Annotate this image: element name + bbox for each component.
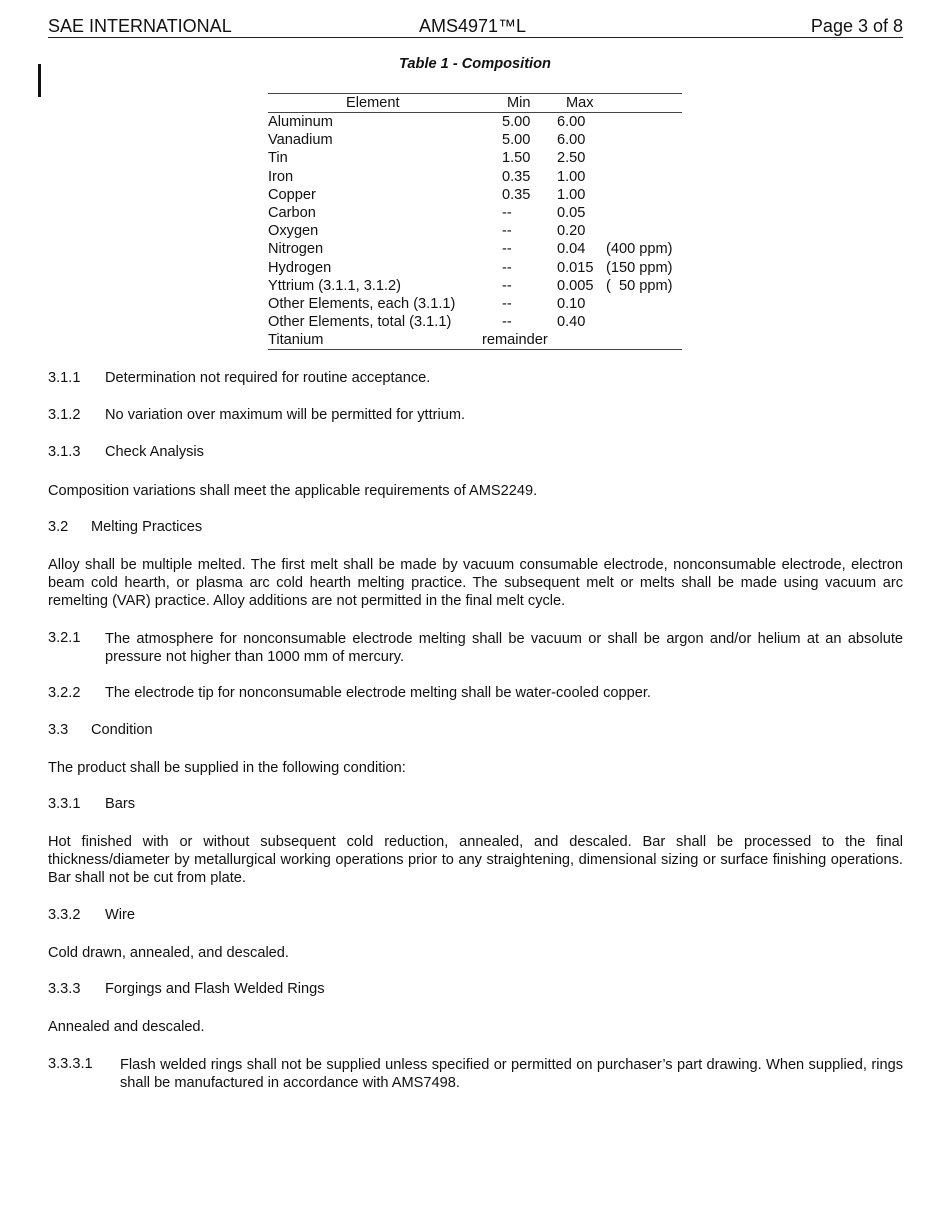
cell-min: -- bbox=[502, 223, 512, 240]
column-header-min: Min bbox=[507, 95, 531, 111]
section-text: Determination not required for routine acceptance. bbox=[105, 370, 431, 386]
section-title: Forgings and Flash Welded Rings bbox=[105, 981, 325, 997]
cell-max: 0.40 bbox=[557, 314, 586, 331]
column-header-element: Element bbox=[346, 95, 400, 111]
section-number: 3.3.1 bbox=[48, 796, 81, 812]
cell-max: 0.05 bbox=[557, 205, 586, 221]
section-number: 3.3.3.1 bbox=[48, 1056, 93, 1072]
cell-max: 0.04 bbox=[557, 241, 586, 258]
section-title: Bars bbox=[105, 796, 136, 812]
cell-note: (400 ppm) bbox=[606, 241, 673, 258]
cell-min: -- bbox=[502, 314, 512, 331]
table-row bbox=[268, 186, 682, 204]
cell-max: 1.00 bbox=[557, 186, 586, 203]
cell-element: Tin bbox=[268, 150, 288, 167]
cell-element: Oxygen bbox=[268, 223, 319, 240]
cell-element: Other Elements, each (3.1.1) bbox=[268, 296, 456, 312]
section-text: The atmosphere for nonconsumable electrode melting shall be vacuum or shall be argon and/or helium at an absolute pressure not higher than 1000 mm of mercury. bbox=[105, 631, 903, 665]
cell-min: 5.00 bbox=[502, 132, 531, 149]
cell-max: 2.50 bbox=[557, 150, 586, 167]
cell-element: Other Elements, total (3.1.1) bbox=[268, 314, 452, 331]
table-bottom-rule bbox=[268, 349, 682, 350]
table-row bbox=[268, 222, 682, 240]
table-row bbox=[268, 240, 682, 258]
table-row bbox=[268, 277, 682, 295]
cell-min: -- bbox=[502, 296, 512, 312]
section-number: 3.2 bbox=[48, 519, 69, 535]
section-number: 3.1.3 bbox=[48, 444, 81, 460]
section-3-3-2-body: Cold drawn, annealed, and descaled. bbox=[48, 945, 289, 961]
cell-min: -- bbox=[502, 259, 512, 276]
table-row bbox=[268, 295, 682, 313]
table-row bbox=[268, 131, 682, 149]
column-header-max: Max bbox=[566, 95, 594, 111]
section-number: 3.3.2 bbox=[48, 907, 81, 923]
section-3-2-body: Alloy shall be multiple melted. The first melt shall be made by vacuum consumable electrode, nonconsumable electrode, electron beam cold hearth, or plasma arc cold hearth melting practice. The subsequent melt or melts shall be made using vacuum arc remelting (VAR) practice. Alloy additions are not permitted in the final melt cycle. bbox=[48, 557, 903, 609]
table-row bbox=[268, 168, 682, 186]
section-text: Flash welded rings shall not be supplied unless specified or permitted on purchaser’s part drawing. When supplied, rings shall be manufactured in accordance with AMS7498. bbox=[120, 1057, 903, 1091]
table-row bbox=[268, 149, 682, 167]
section-title: Melting Practices bbox=[91, 519, 203, 535]
cell-max: 0.10 bbox=[557, 296, 586, 312]
table-row-titanium bbox=[268, 331, 682, 349]
section-text: The electrode tip for nonconsumable electrode melting shall be water-cooled copper. bbox=[105, 685, 651, 701]
header-page-number: Page 3 of 8 bbox=[810, 16, 903, 36]
cell-max: 1.00 bbox=[557, 168, 586, 185]
cell-min: 5.00 bbox=[502, 114, 531, 130]
cell-max: 0.005 bbox=[557, 277, 594, 294]
section-title: Wire bbox=[105, 907, 135, 923]
cell-max: 0.015 bbox=[557, 259, 594, 276]
section-number: 3.2.2 bbox=[48, 685, 81, 701]
table-title: Table 1 - Composition bbox=[399, 56, 551, 72]
cell-min: -- bbox=[502, 277, 512, 294]
section-3-3-body: The product shall be supplied in the following condition: bbox=[48, 760, 406, 776]
section-3-3-3-body: Annealed and descaled. bbox=[48, 1019, 205, 1035]
table-row bbox=[268, 204, 682, 222]
section-3-1-3-body: Composition variations shall meet the applicable requirements of AMS2249. bbox=[48, 483, 538, 499]
cell-min: 1.50 bbox=[502, 150, 531, 167]
table-row bbox=[268, 313, 682, 331]
section-title: Condition bbox=[91, 722, 153, 738]
header-doc-id: AMS4971™L bbox=[419, 16, 527, 36]
table-header-row bbox=[268, 94, 682, 112]
cell-element: Titanium bbox=[268, 332, 324, 348]
cell-element: Vanadium bbox=[268, 132, 333, 149]
section-title: Check Analysis bbox=[105, 444, 204, 460]
cell-max: 0.20 bbox=[557, 223, 586, 240]
cell-element: Aluminum bbox=[268, 114, 333, 130]
cell-min: -- bbox=[502, 241, 512, 258]
cell-remainder: remainder bbox=[482, 332, 548, 348]
cell-note: ( 50 ppm) bbox=[606, 277, 673, 294]
cell-element: Hydrogen bbox=[268, 259, 332, 276]
cell-min: 0.35 bbox=[502, 186, 531, 203]
cell-element: Carbon bbox=[268, 205, 316, 221]
cell-element: Copper bbox=[268, 186, 316, 203]
cell-min: -- bbox=[502, 205, 512, 221]
cell-element: Yttrium (3.1.1, 3.1.2) bbox=[268, 277, 402, 294]
table-row bbox=[268, 113, 682, 131]
section-text: No variation over maximum will be permitted for yttrium. bbox=[105, 407, 466, 423]
section-number: 3.2.1 bbox=[48, 630, 81, 646]
cell-element: Nitrogen bbox=[268, 241, 324, 258]
section-number: 3.1.1 bbox=[48, 370, 81, 386]
section-number: 3.3 bbox=[48, 722, 69, 738]
section-number: 3.1.2 bbox=[48, 407, 81, 423]
table-row bbox=[268, 259, 682, 277]
header-org: SAE INTERNATIONAL bbox=[48, 16, 232, 36]
cell-max: 6.00 bbox=[557, 114, 586, 130]
cell-element: Iron bbox=[268, 168, 294, 185]
cell-max: 6.00 bbox=[557, 132, 586, 149]
cell-min: 0.35 bbox=[502, 168, 531, 185]
section-3-3-1-body: Hot finished with or without subsequent cold reduction, annealed, and descaled. Bar shall be processed to the final thickness/diameter by metallurgical working operations prior to any straightening, dimensional sizing or surface finishing operations. Bar shall not be cut from plate. bbox=[48, 834, 903, 886]
page-header bbox=[48, 15, 903, 38]
section-number: 3.3.3 bbox=[48, 981, 81, 997]
cell-note: (150 ppm) bbox=[606, 259, 673, 276]
